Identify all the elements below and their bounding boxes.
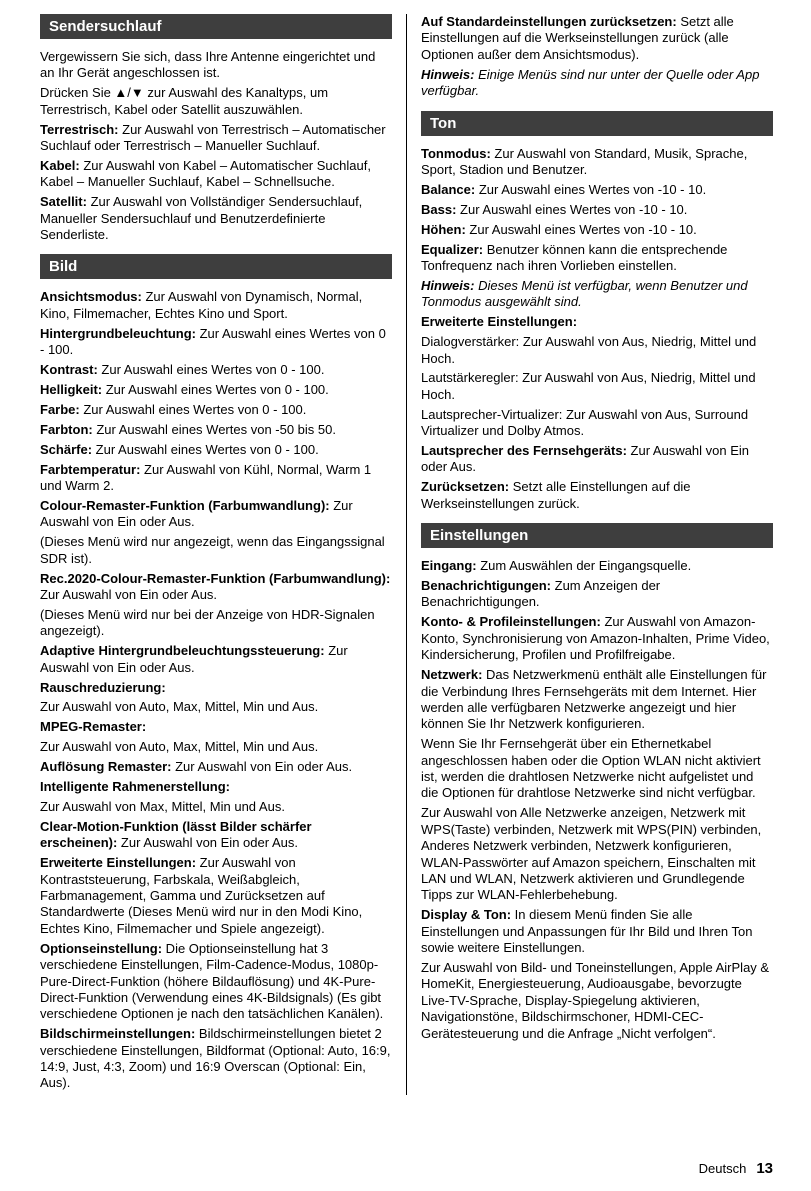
body-text: Zur Auswahl von Amazon-Konto, Synchronisierung von Amazon-Inhalten, Prime Video, Kindersicherung, Profilen und Profilfreigabe. [421,614,770,663]
term-label: Eingang: [421,558,477,574]
paragraph [421,407,773,440]
body-text: Zur Auswahl von Ein oder Aus. [40,497,353,530]
body-text: Zum Anzeigen der Benachrichtigungen. [421,578,661,610]
paragraph [421,960,773,1042]
term-label: Kontrast: [40,362,98,378]
term-label: Intelligente Rahmenerstellung: [40,779,230,795]
paragraph [40,85,392,118]
body-text: Lautsprecher-Virtualizer: Zur Auswahl von Aus, Surround Virtualizer und Dolby Atmos. [421,406,749,439]
body-text: Zur Auswahl eines Wertes von 0 - 100. [92,441,319,457]
paragraph [421,614,773,663]
term-label: Zurücksetzen: [421,479,510,495]
paragraph [40,498,392,531]
paragraph [40,779,392,795]
term-label: Ansichtsmodus: [40,289,142,305]
body-text: Zur Auswahl eines Wertes von -10 - 10. [465,221,697,237]
paragraph [421,314,773,330]
paragraph [40,382,392,398]
body-text: Zur Auswahl von Ein oder Aus. [40,586,218,602]
section-header-bild: Bild [40,254,392,279]
term-label: Bildschirmeinstellungen: [40,1026,196,1042]
paragraph [40,941,392,1023]
paragraph [40,819,392,852]
term-label: Hinweis: [421,277,475,293]
term-label: Tonmodus: [421,145,491,161]
body-text: Dialogverstärker: Zur Auswahl von Aus, Niedrig, Mittel und Hoch. [421,334,757,366]
paragraph [421,479,773,512]
term-label: Erweiterte Einstellungen: [40,855,197,871]
paragraph [40,855,392,937]
term-label: Helligkeit: [40,382,103,397]
column [40,14,392,1095]
term-label: Kabel: [40,157,80,173]
paragraph [40,158,392,191]
two-column-layout [40,14,775,1095]
paragraph [421,202,773,218]
paragraph [40,799,392,815]
body-text: Wenn Sie Ihr Fernsehgerät über ein Ethernetkabel angeschlossen haben oder die Option WLAN nicht aktiviert ist, werden die drahtlosen Netzwerke nicht aufgelistet und die Optionen für drahtlose Netzwerke sind nicht verfügbar. [421,736,761,801]
term-label: Höhen: [421,221,466,237]
term-label: Optionseinstellung: [40,940,163,956]
body-text: Zur Auswahl von Standard, Musik, Sprache, Sport, Stadion und Benutzer. [421,145,748,177]
paragraph [421,578,773,611]
paragraph [40,607,392,640]
paragraph [421,907,773,956]
paragraph [421,182,773,198]
paragraph [421,334,773,367]
paragraph [40,1026,392,1092]
term-label: Erweiterte Einstellungen: [421,314,578,330]
term-label: Rec.2020-Colour-Remaster-Funktion (Farbumwandlung): [40,570,391,586]
body-text: Zur Auswahl von Vollständiger Sendersuchlauf, Manueller Sendersuchlauf und Benutzerdefinierte Senderliste. [40,194,363,243]
body-text: Lautstärkeregler: Zur Auswahl von Aus, Niedrig, Mittel und Hoch. [421,370,756,402]
section-header-sendersuchlauf: Sendersuchlauf [40,14,392,39]
paragraph [40,643,392,676]
term-label: Farbton: [40,421,93,437]
term-label: Auf Standardeinstellungen zurücksetzen: [421,14,677,29]
term-label: Balance: [421,181,476,197]
term-label: Lautsprecher des Fernsehgeräts: [421,443,627,459]
term-label: Konto- & Profileinstellungen: [421,614,601,630]
body-text: Dieses Menü ist verfügbar, wenn Benutzer und Tonmodus ausgewählt sind. [421,277,748,310]
body-text: Zur Auswahl eines Wertes von 0 - 100. [97,362,325,378]
section-header-einstellungen: Einstellungen [421,523,773,548]
body-text: Zum Auswählen der Eingangsquelle. [476,558,692,574]
paragraph [421,67,773,100]
term-label: Terrestrisch: [40,121,119,137]
body-text: Zur Auswahl eines Wertes von -10 - 10. [475,181,707,197]
term-label: Schärfe: [40,441,93,457]
paragraph [40,362,392,378]
body-text: Zur Auswahl von Ein oder Aus. [40,643,348,675]
column-divider [406,14,407,1095]
body-text: Einige Menüs sind nur unter der Quelle oder App verfügbar. [421,66,760,99]
body-text: Zur Auswahl von Auto, Max, Mittel, Min und Aus. [40,739,319,755]
paragraph [40,326,392,359]
term-label: Rauschreduzierung: [40,679,166,695]
paragraph [40,534,392,567]
page-footer [699,1160,773,1177]
body-text: Zur Auswahl von Kühl, Normal, Warm 1 und Warm 2. [40,461,372,494]
body-text: Zur Auswahl von Ein oder Aus. [117,835,298,851]
paragraph [40,699,392,715]
body-text: Setzt alle Einstellungen auf die Werkseinstellungen zurück. [421,479,691,511]
body-text: Zur Auswahl von Terrestrisch – Automatischer Suchlauf oder Terrestrisch – Manueller Suchlauf. [40,121,386,154]
body-text: Die Optionseinstellung hat 3 verschiedene Einstellungen, Film-Cadence-Modus, 1080p-Pure-Direct-Funktion (höhere Bildauflösung) und 4K-Pure-Direct-Funktion (Verwendung eines 4K-Bildsignals) (Es gibt verschiedene Optionen je nach den tatsächlichen Kanälen). [40,940,384,1022]
body-text: Vergewissern Sie sich, dass Ihre Antenne eingerichtet und an Ihr Gerät angeschlossen ist. [40,49,376,81]
body-text: Zur Auswahl von Auto, Max, Mittel, Min und Aus. [40,699,319,715]
paragraph [40,442,392,458]
term-label: Satellit: [40,194,87,210]
footer-page-number: 13 [756,1160,773,1177]
body-text: Zur Auswahl von Dynamisch, Normal, Kino, Filmemacher, Echtes Kino und Sport. [40,289,363,321]
term-label: Auflösung Remaster: [40,759,172,775]
paragraph [40,680,392,696]
body-text: Zur Auswahl von Ein oder Aus. [171,759,353,775]
term-label: Bass: [421,201,457,217]
body-text: Zur Auswahl eines Wertes von -50 bis 50. [92,421,336,437]
term-label: Benachrichtigungen: [421,578,552,594]
paragraph [421,14,773,63]
term-label: Hinweis: [421,66,475,82]
term-label: Netzwerk: [421,667,483,683]
body-text: Benutzer können kann die entsprechende Tonfrequenz nach ihren Vorlieben einstellen. [421,241,728,273]
term-label: Colour-Remaster-Funktion (Farbumwandlung): [40,497,330,513]
body-text: Zur Auswahl eines Wertes von -10 - 10. [456,201,688,217]
term-label: Display & Ton: [421,907,512,923]
paragraph [421,278,773,311]
column [421,14,773,1095]
body-text: Zur Auswahl eines Wertes von 0 - 100. [40,325,386,358]
body-text: Zur Auswahl eines Wertes von 0 - 100. [79,401,307,417]
body-text: Zur Auswahl von Bild- und Toneinstellungen, Apple AirPlay & HomeKit, Energiesteuerung, Audioausgabe, bevorzugte Live-TV-Sprache, Display-Spiegelung aktivieren, Navigationstöne, Bildschirmschoner, HDMI-CEC-Gerätesteuerung und die Anfrage „Nicht verfolgen“. [421,960,770,1041]
paragraph [421,242,773,275]
paragraph [421,222,773,238]
term-label: Clear-Motion-Funktion (lässt Bilder schärfer erscheinen): [40,818,312,851]
term-label: Adaptive Hintergrundbeleuchtungssteuerung: [40,643,325,659]
paragraph [421,736,773,802]
paragraph [40,759,392,775]
body-text: (Dieses Menü wird nur angezeigt, wenn das Eingangssignal SDR ist). [40,534,385,566]
body-text: Zur Auswahl von Ein oder Aus. [421,443,750,475]
paragraph [421,370,773,403]
paragraph [421,146,773,179]
paragraph [40,719,392,735]
body-text: Zur Auswahl von Max, Mittel, Min und Aus. [40,798,285,814]
paragraph [40,571,392,604]
paragraph [421,443,773,476]
paragraph [421,558,773,574]
body-text: Bildschirmeinstellungen bietet 2 verschiedene Einstellungen, Bildformat (Optional: Auto, 16:9, 14:9, Just, 4:3, Zoom) und 16:9 Overscan (Optional: Ein, Aus). [40,1026,391,1091]
paragraph [421,805,773,903]
term-label: MPEG-Remaster: [40,719,147,735]
term-label: Farbe: [40,401,80,417]
section-header-ton: Ton [421,111,773,136]
paragraph [421,667,773,733]
paragraph [40,462,392,495]
paragraph [40,122,392,155]
term-label: Hintergrundbeleuchtung: [40,325,196,341]
paragraph [40,402,392,418]
body-text: Zur Auswahl von Alle Netzwerke anzeigen, Netzwerk mit WPS(Taste) verbinden, Netzwerk mit WPS(PIN) verbinden, Anderes Netzwerk verbinden, Netzwerk konfigurieren, WLAN-Passwörter auf Amazon speichern, Einschalten mit LAN und WLAN, Netzwerk aktivieren und Grundlegende Tipps zur WLAN-Fehlerbehebung. [421,805,762,903]
body-text: Setzt alle Einstellungen auf die Werkseinstellungen zurück (alle Optionen außer dem Ansichtsmodus). [421,14,734,62]
body-text: Das Netzwerkmenü enthält alle Einstellungen für die Verbindung Ihres Fernsehgeräts mit dem Internet. Hier werden alle verfügbaren Netzwerke angezeigt und hier können Sie Ihr Netzwerk konfigurieren. [421,667,767,732]
body-text: Drücken Sie ▲/▼ zur Auswahl des Kanaltyps, um Terrestrisch, Kabel oder Satellit auszuwählen. [40,85,329,117]
body-text: In diesem Menü finden Sie alle Einstellungen und Anpassungen für Ihr Bild und Ihren Ton sowie weitere Einstellungen. [421,907,753,956]
term-label: Equalizer: [421,241,484,257]
term-label: Farbtemperatur: [40,461,141,477]
paragraph [40,422,392,438]
paragraph [40,739,392,755]
body-text: Zur Auswahl von Kontraststeuerung, Farbskala, Weißabgleich, Farbmanagement, Gamma und Zurücksetzen auf Standardwerte (Dieses Menü wird nur in den Modi Kino, Echtes Kino, Filmemacher und Spiele angezeigt). [40,855,363,936]
paragraph [40,194,392,243]
paragraph [40,49,392,82]
footer-language: Deutsch [698,1161,747,1176]
paragraph [40,289,392,322]
body-text: Zur Auswahl von Kabel – Automatischer Suchlauf, Kabel – Manueller Suchlauf, Kabel – Schnellsuche. [40,157,371,190]
body-text: (Dieses Menü wird nur bei der Anzeige von HDR-Signalen angezeigt). [40,606,375,639]
body-text: Zur Auswahl eines Wertes von 0 - 100. [102,382,329,397]
